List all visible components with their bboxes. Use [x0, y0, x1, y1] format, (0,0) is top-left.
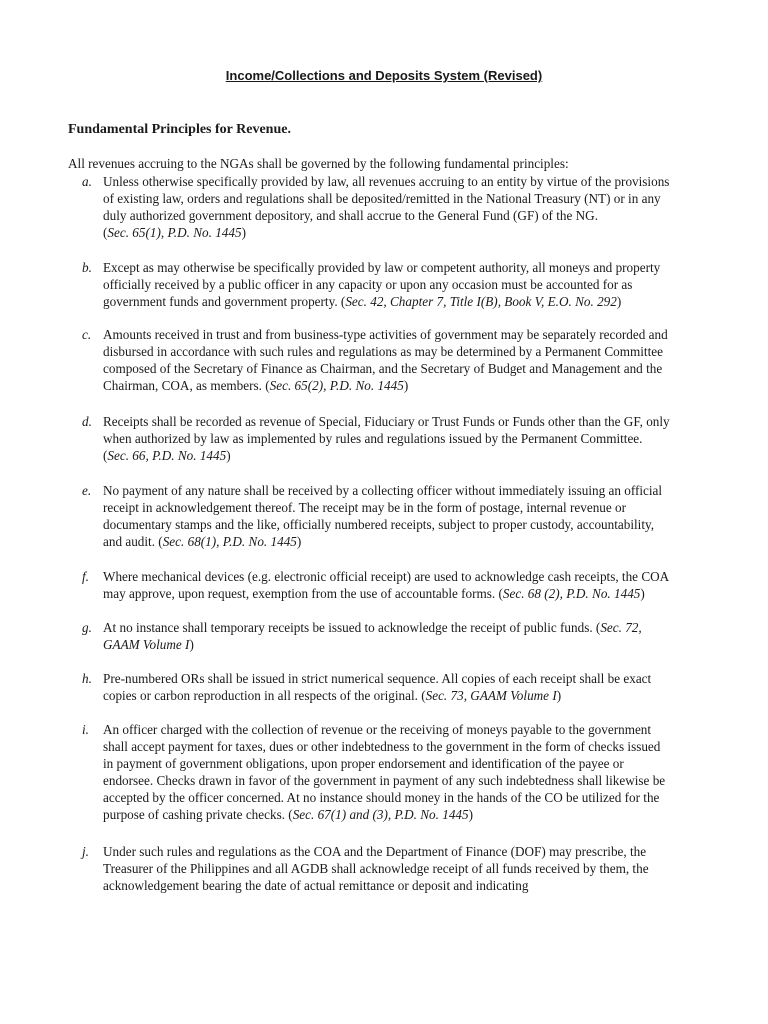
principle-marker: f.: [82, 569, 89, 584]
text-line: No payment of any nature shall be received by a collecting officer without immediately issuing an official: [103, 483, 663, 498]
text-line: endorsee. Checks drawn in favor of the government in payment of any such indebtedness shall likewise be: [103, 773, 666, 788]
text-line: Amounts received in trust and from business-type activities of government may be separately recorded and: [103, 327, 668, 342]
principle-item: [68, 670, 708, 704]
principle-marker: h.: [82, 671, 92, 686]
section-heading: Fundamental Principles for Revenue.: [68, 122, 291, 137]
text-line: government funds and government property. (Sec. 42, Chapter 7, Title I(B), Book V, E.O. No. 292): [103, 294, 622, 309]
principle-text: [103, 326, 703, 394]
principle-marker: i.: [82, 722, 89, 737]
text-line: Unless otherwise specifically provided by law, all revenues accruing to an entity by virtue of the provisions: [103, 174, 670, 189]
text-line: in payment of government obligations, upon proper endorsement and identification of the payee or: [103, 756, 624, 771]
legal-citation: Sec. 42, Chapter 7, Title I(B), Book V, E.O. No. 292: [345, 294, 617, 309]
text-line: officially received by a public officer in any capacity or upon any occasion must be accounted for as: [103, 277, 633, 292]
text-line: disbursed in accordance with such rules and regulations as may be determined by a Permanent Committee: [103, 344, 663, 359]
text-line: shall accept payment for taxes, dues or other indebtedness to the government in the form of checks issued: [103, 739, 661, 754]
principle-marker: c.: [82, 327, 92, 342]
principle-marker: g.: [82, 620, 92, 635]
text-line: At no instance shall temporary receipts be issued to acknowledge the receipt of public funds. (Sec. 72,: [103, 620, 642, 635]
legal-citation: Sec. 65(2), P.D. No. 1445: [269, 378, 404, 393]
text-line: Chairman, COA, as members. (Sec. 65(2), P.D. No. 1445): [103, 378, 409, 393]
principle-item: [68, 413, 708, 464]
text-line: Pre-numbered ORs shall be issued in strict numerical sequence. All copies of each receipt shall be exact: [103, 671, 652, 686]
principle-text: [103, 619, 703, 653]
principle-text: [103, 259, 703, 310]
principle-marker: j.: [82, 844, 89, 859]
text-line: and audit. (Sec. 68(1), P.D. No. 1445): [103, 534, 302, 549]
text-line: purpose of cashing private checks. (Sec. 67(1) and (3), P.D. No. 1445): [103, 807, 474, 822]
intro-paragraph: All revenues accruing to the NGAs shall be governed by the following fundamental principles:: [68, 156, 569, 171]
principle-text: [103, 568, 703, 602]
principle-item: [68, 619, 708, 653]
text-line: of existing law, orders and regulations shall be deposited/remitted in the National Treasury (NT) or in any: [103, 191, 661, 206]
principle-text: [103, 843, 703, 894]
text-line: may approve, upon request, exemption from the use of accountable forms. (Sec. 68 (2), P.D. No. 1445): [103, 586, 645, 601]
text-line: Receipts shall be recorded as revenue of Special, Fiduciary or Trust Funds or Funds other than the GF, only: [103, 414, 670, 429]
principle-marker: b.: [82, 260, 92, 275]
text-line: when authorized by law as implemented by rules and regulations issued by the Permanent Committee.: [103, 431, 643, 446]
principle-item: [68, 173, 708, 241]
principle-text: [103, 173, 703, 241]
text-line: acknowledgement bearing the date of actual remittance or deposit and indicating: [103, 878, 529, 893]
text-line: (Sec. 66, P.D. No. 1445): [103, 448, 231, 463]
text-line: receipt in acknowledgement thereof. The receipt may be in the form of postage, internal revenue or: [103, 500, 627, 515]
principle-item: [68, 259, 708, 310]
text-line: Except as may otherwise be specifically provided by law or competent authority, all moneys and property: [103, 260, 661, 275]
legal-citation: Sec. 68(1), P.D. No. 1445: [162, 534, 297, 549]
principle-item: [68, 568, 708, 602]
text-line: composed of the Secretary of Finance as Chairman, and the Secretary of Budget and Management and the: [103, 361, 663, 376]
text-line: GAAM Volume I): [103, 637, 194, 652]
principle-item: [68, 721, 708, 823]
legal-citation: Sec. 66, P.D. No. 1445: [107, 448, 227, 463]
principle-marker: d.: [82, 414, 92, 429]
principle-text: [103, 670, 703, 704]
principle-marker: a.: [82, 174, 92, 189]
legal-citation: Sec. 73, GAAM Volume I: [425, 688, 557, 703]
text-line: Treasurer of the Philippines and all AGDB shall acknowledge receipt of all funds received by them, the: [103, 861, 649, 876]
principle-item: [68, 326, 708, 394]
legal-citation: Sec. 72,: [600, 620, 642, 635]
principle-item: [68, 482, 708, 550]
principle-text: [103, 482, 703, 550]
text-line: copies or carbon reproduction in all respects of the original. (Sec. 73, GAAM Volume I): [103, 688, 562, 703]
principle-marker: e.: [82, 483, 92, 498]
document-title: Income/Collections and Deposits System (Revised): [225, 68, 543, 83]
text-line: duly authorized government depository, and shall accrue to the General Fund (GF) of the NG.: [103, 208, 599, 223]
legal-citation: Sec. 65(1), P.D. No. 1445: [107, 225, 242, 240]
legal-citation: Sec. 68 (2), P.D. No. 1445: [502, 586, 641, 601]
text-line: (Sec. 65(1), P.D. No. 1445): [103, 225, 246, 240]
legal-citation: GAAM Volume I: [103, 637, 190, 652]
text-line: documentary stamps and the like, officially numbered receipts, subject to proper custody, accountability,: [103, 517, 655, 532]
principle-item: [68, 843, 708, 894]
text-line: Where mechanical devices (e.g. electronic official receipt) are used to acknowledge cash receipts, the COA: [103, 569, 670, 584]
text-line: accepted by the officer concerned. At no instance should money in the hands of the CO be utilized for the: [103, 790, 660, 805]
principle-text: [103, 413, 703, 464]
principle-text: [103, 721, 703, 823]
text-line: Under such rules and regulations as the COA and the Department of Finance (DOF) may prescribe, the: [103, 844, 647, 859]
legal-citation: Sec. 67(1) and (3), P.D. No. 1445: [292, 807, 469, 822]
text-line: An officer charged with the collection of revenue or the receiving of moneys payable to the government: [103, 722, 652, 737]
